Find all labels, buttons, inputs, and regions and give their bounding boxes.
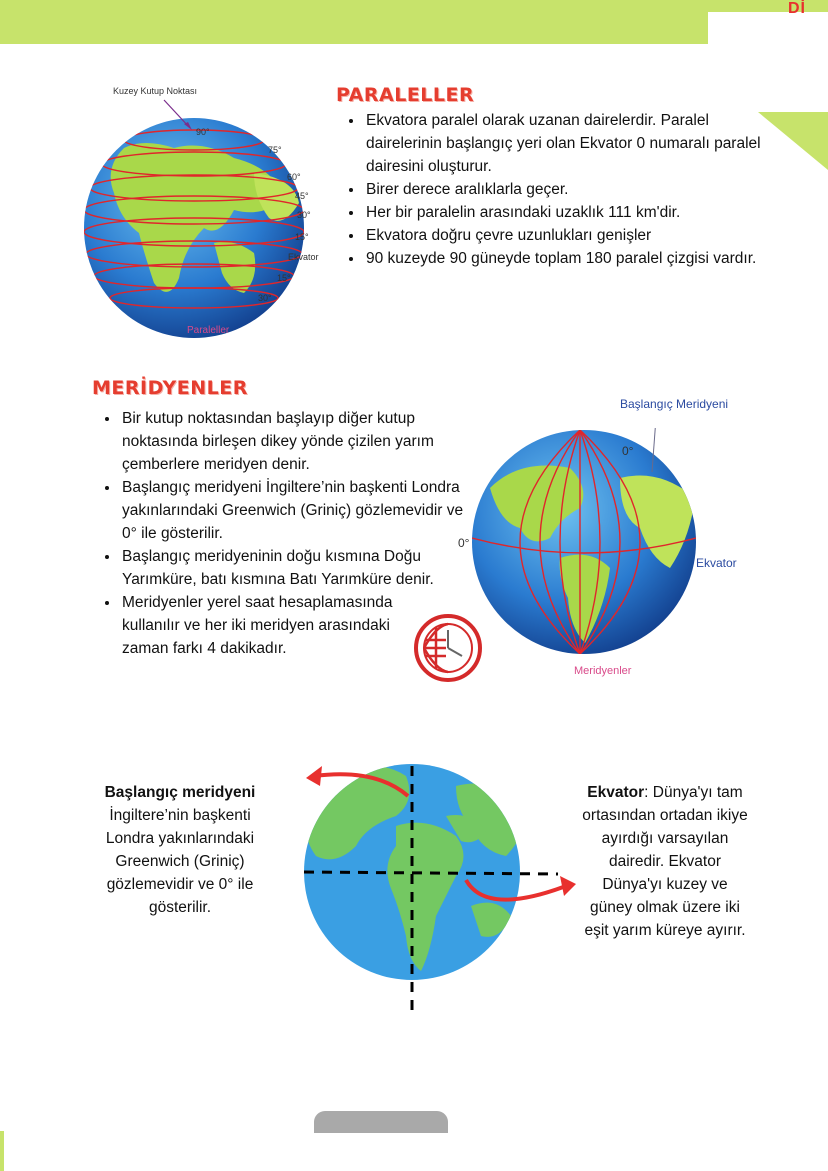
degree-label-30n: 30°: [297, 210, 311, 220]
meridians-bullet: • Bir kutup noktasından başlayıp diğer kutup noktasında birleşen dikey yönde çizilen yarım çemberlere meridyen denir.: [120, 407, 480, 476]
equator-note: [580, 781, 750, 942]
parallels-bullet: • Her bir paralelin arasındaki uzaklık 111 km'dir.: [364, 201, 764, 224]
degree-label-75: 75°: [268, 145, 282, 155]
prime-meridian-note-title: Başlangıç meridyeni: [104, 784, 256, 801]
meridians-equator-label: Ekvator: [696, 556, 737, 570]
meridian-zero-top: 0°: [622, 444, 634, 458]
prime-meridian-note: [94, 781, 266, 919]
meridian-zero-left: 0°: [458, 536, 470, 550]
equator-note-title: Ekvator: [587, 784, 645, 801]
parallels-caption: Paraleller: [187, 325, 230, 336]
left-edge-band: [0, 1131, 4, 1171]
parallels-bullet: • Birer derece aralıklarla geçer.: [364, 178, 764, 201]
meridians-caption: Meridyenler: [574, 665, 632, 677]
parallels-bullet: • Ekvatora paralel olarak uzanan dairelerdir. Paralel dairelerinin başlangıç yeri olan Ekvator 0 numaralı paralel dairesini oluşturur.: [364, 109, 764, 178]
north-pole-label: Kuzey Kutup Noktası: [113, 86, 198, 96]
meridians-bullet: • Başlangıç meridyeninin doğu kısmına Doğu Yarımküre, batı kısmına Batı Yarımküre denir.: [120, 545, 480, 591]
meridians-heading: MERİDYENLER: [92, 377, 248, 399]
corner-text: Dİ: [788, 0, 806, 17]
parallels-heading: PARALELLER: [336, 84, 475, 106]
page-indicator-tab: [314, 1111, 448, 1133]
degree-label-15s: 15°: [277, 273, 291, 283]
degree-label-30s: 30°: [258, 293, 272, 303]
prime-meridian-note-body: İngiltere’nin başkenti Londra yakınlarındaki Greenwich (Griniç) gözlemevidir ve 0° ile gösterilir.: [105, 807, 255, 916]
degree-label-15n: 15°: [295, 232, 309, 242]
degree-label-45: 45°: [295, 191, 309, 201]
prime-meridian-label: Başlangıç Meridyeni: [620, 397, 729, 411]
degree-label-90: 90°: [196, 127, 210, 137]
parallels-bullet: • Ekvatora doğru çevre uzunlukları genişler: [364, 224, 764, 247]
degree-label-equator: Ekvator: [288, 252, 319, 262]
meridians-bullet: • Meridyenler yerel saat hesaplamasında kullanılır ve her iki meridyen arasındaki zaman farkı 4 dakikadır.: [120, 591, 412, 660]
meridians-globe-figure: [470, 428, 700, 658]
degree-label-60: 60°: [287, 172, 301, 182]
meridians-bullet: • Başlangıç meridyeni İngiltere’nin başkenti Londra yakınlarındaki Greenwich (Griniç) gözlemevidir ve 0° ile gösterilir.: [120, 476, 480, 545]
parallels-globe-figure: [84, 78, 330, 340]
parallels-bullet: • 90 kuzeyde 90 güneyde toplam 180 paralel çizgisi vardır.: [364, 247, 764, 270]
equator-note-body: : Dünya'yı tam ortasından ortadan ikiye ayırdığı varsayılan dairedir. Ekvator Dünya'yı kuzey ve güney olmak üzere iki eşit yarım küreye ayırır.: [582, 784, 748, 939]
parallels-bullet-list: [342, 109, 764, 270]
earth-axes-illustration: [296, 756, 596, 1026]
